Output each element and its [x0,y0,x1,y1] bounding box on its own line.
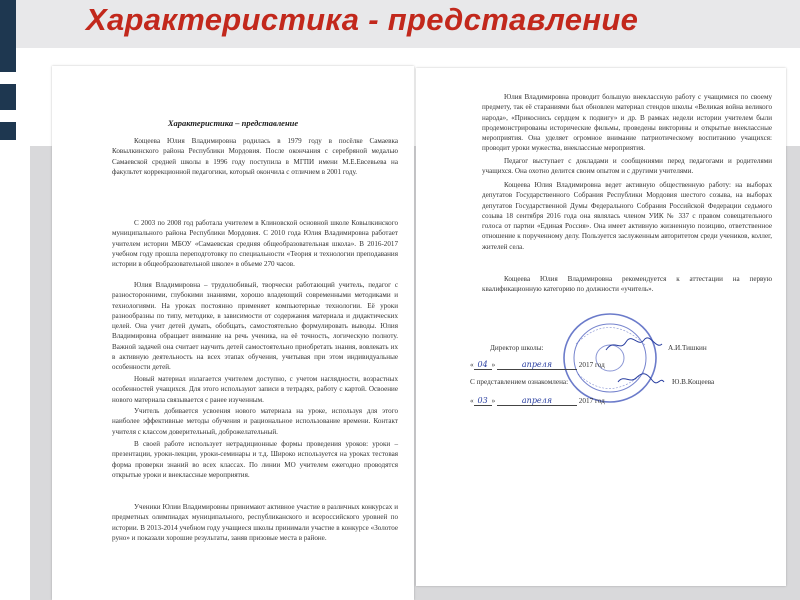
acknowledgement-label: С представлением ознакомлена: [470,378,569,386]
slide-side-decoration [0,0,16,600]
director-name: А.И.Тишкин [668,344,707,352]
director-signature [604,336,664,354]
document-paragraph: Кощеева Юлия Владимировна рекомендуется к аттестации на первую квалификационную категорию по должности «учитель». [482,275,772,294]
date-day: 03 [474,396,492,406]
document-paragraph: С 2003 по 2008 год работала учителем в Клиновской основной школе Ковылкинского муниципального района Республики Мордовия. С 2010 года Юлия Владимировна работает учителем истории МБОУ «Самаевская средняя общеобразовательная школа». В 2016-2017 учебном году прошла переподготовку по специальности «Теория и технологии преподавания истории в общеобразовательной школе» в объеме 270 часов. [112,219,398,269]
document-paragraph: В своей работе использует нетрадиционные формы проведения уроков: уроки – презентации, уроки-лекции, уроки-семинары и т.д. Широко используется на уроках тестовая форма проверки знаний во всех классах. По линии МО учителем ежегодно проводятся открытые уроки и внеклассные мероприятия. [112,440,398,479]
director-label: Директор школы: [490,344,544,352]
date-year: 2017 год [578,361,605,369]
teacher-name: Ю.В.Кощеева [672,378,715,386]
document-paragraph: Новый материал излагается учителем доступно, с учетом наглядности, возрастных особенностей учащихся. Для этого используют записи в тетрадях, работу с картой. Освоение нового материала связывается с ранее изученным. [112,375,398,404]
teacher-signature [616,370,666,388]
quote-mark: » [491,397,496,405]
side-bar-segment [0,122,16,140]
quote-mark: « [470,361,474,369]
date-month: апреля [497,396,577,406]
date-year: 2017 год [578,397,605,405]
date-month: апреля [497,360,577,370]
teacher-sign-date [470,396,605,406]
document-page-left [52,66,414,600]
document-title: Характеристика – представление [167,118,299,128]
document-paragraph: Ученики Юлии Владимировны принимают активное участие в различных конкурсах и предметных олимпиадах муниципального, республиканского и всероссийского уровней по истории. В 2013-2014 учебном году учащиеся школы принимали участие в конкурсе «Золотое руно» и показали хорошие результаты, заняв призовые места в районе. [112,503,398,542]
school-seal-stamp [556,306,664,410]
quote-mark: « [470,397,474,405]
document-paragraph: Юлия Владимировна проводит большую внеклассную работу с учащимися по своему предмету, так её стараниями был обновлен материал стендов школы «Великая война великого народа», «Прикоснись сердцем к подвигу» и др. В рамках недели истории учителем были продемонстрированы исторические фильмы, проведены викторины и открытые внеклассные мероприятия. Она уделяет огромное внимание патриотическому воспитанию учащихся: проводит уроки мужества, внеклассные мероприятия. [482,93,772,153]
document-page-right [416,68,786,586]
quote-mark: » [491,361,496,369]
slide-title: Характеристика - представление [86,2,639,37]
document-paragraph: Юлия Владимировна – трудолюбивый, творчески работающий учитель, педагог с разносторонними, глубокими знаниями, хорошо владеющий современными методиками и технологиями. На уроках постоянно применяет компьютерные технологии. Её уроки разнообразны по типу, методике, в зависимости от содержания материала и дидактических целей. Она учит детей думать, обобщать, самостоятельно формулировать выводы. Юлия Владимировна обращает внимание на речь ученика, на её точность, логическую полноту. Важной задачей она считает научить детей самостоятельно приобретать знания, вовлекать их в активную деятельность на всех этапах обучения, учитывая при этом индивидуальные особенности детей. [112,281,398,372]
document-paragraph: Кощеева Юлия Владимировна родилась в 1979 году в посёлке Самаевка Ковылкинского района Республики Мордовия. После окончания с серебряной медалью Самаевской средней школы в 1996 году поступила в МГПИ имени М.Е.Евсевьева на факультет коррекционной педагогики, который окончила с отличием в 2001 году. [112,137,398,176]
document-paragraph: Кощеева Юлия Владимировна ведет активную общественную работу: на выборах депутатов Государственного Собрания Республики Мордовия шестого созыва, на выборах депутатов Государственной Думы Федерального Собрания Российской Федерации седьмого созыва 18 сентября 2016 года она являлась членом УИК № 337 с правом совещательного голоса от партии «Единая Россия». Она имеет активную жизненную позицию, ответственное отношение к порученному делу. Пользуется заслуженным авторитетом среди учеников, коллег, жителей села. [482,181,772,251]
date-day: 04 [474,360,492,370]
document-paragraph: Учитель добивается усвоения нового материала на уроке, используя для этого наиболее эффективные методы обучения и рациональное использование времени. Контакт учителя с классом доверительный, доброжелательный. [112,407,398,436]
side-bar-segment [0,84,16,110]
document-paragraph: Педагог выступает с докладами и сообщениями перед педагогами и родителями учащихся. Она охотно делится своим опытом и с другими учителями. [482,157,772,176]
side-bar-segment [0,0,16,72]
director-sign-date [470,360,605,370]
